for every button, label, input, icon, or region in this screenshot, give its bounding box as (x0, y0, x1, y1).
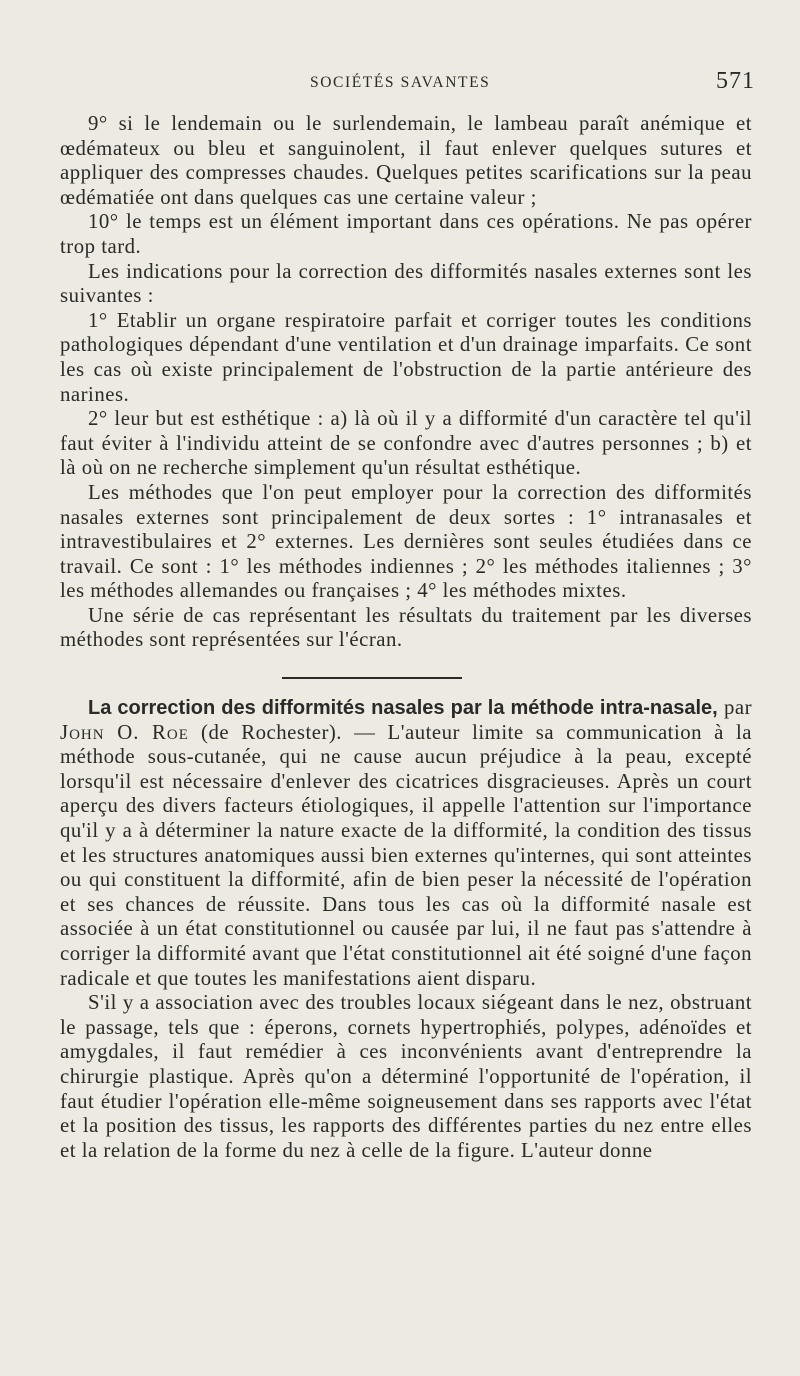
article-paragraph: S'il y a association avec des troubles locaux siégeant dans le nez, obstruant le passage, tels que : éperons, cornets hypertrophiés, polypes, adénoïdes et amygdales, il faut remédier à ces inconvénients avant d'entreprendre la chirurgie plastique. Après qu'on a déterminé l'opportunité de l'opération, il faut étudier l'opération elle-même soigneusement dans ses rapports avec l'état et la position des tissus, les rapports des différentes parties du nez entre elles et la relation de la forme du nez à celle de la figure. L'auteur donne (60, 991, 752, 1162)
section-divider (282, 677, 462, 679)
article-title: La correction des difformités nasales par la méthode intra-nasale, (88, 697, 718, 720)
article-intro: — L'auteur limite sa communication à la méthode sous-cutanée, qui ne cause aucun préjudice à la peau, excepté lorsqu'il est nécessaire d'enlever des cicatrices disgracieuses. Après un court aperçu des divers facteurs étiologiques, il appelle l'attention sur l'importance qu'il y a à déterminer la nature exacte de la difformité, la condition des tissus et les structures anatomiques aussi bien externes qu'internes, qui sont atteintes ou qui constituent la difformité, afin de bien peser la nécessité de l'opération et ses chances de réussite. Dans tous les cas où la difformité nasale est associée à un état constitutionnel ou causée par lui, il ne faut pas s'attendre à corriger la difformité avant que l'état constitutionnel ait été soigné d'une façon radicale et que toutes les manifestations aient disparu. (60, 720, 753, 990)
body-text (60, 112, 752, 1163)
page-number: 571 (716, 68, 755, 94)
paragraph: Les méthodes que l'on peut employer pour la correction des difformités nasales externes sont principalement de deux sortes : 1° intranasales et intravestibulaires et 2° externes. Les dernières sont seules étudiées dans ce travail. Ce sont : 1° les méthodes indiennes ; 2° les méthodes italiennes ; 3° les méthodes allemandes ou françaises ; 4° les méthodes mixtes. (60, 480, 752, 603)
article-paragraph (60, 696, 752, 991)
paragraph: 9° si le lendemain ou le surlendemain, le lambeau paraît anémique et œdémateux ou bleu et sanguinolent, il faut enlever quelques sutures et appliquer des compresses chaudes. Quelques petites scarifications sur la peau œdématiée ont dans quelques cas une certaine valeur ; (60, 112, 752, 209)
byline-prefix: par (723, 696, 752, 720)
article-affiliation: (de Rochester). (201, 720, 343, 744)
article-author: John O. Roe (60, 720, 189, 744)
running-header (0, 70, 800, 98)
running-title: SOCIÉTÉS SAVANTES (310, 74, 491, 91)
paragraph: 2° leur but est esthétique : a) là où il y a difformité d'un caractère tel qu'il faut éviter à l'individu atteint de se confondre avec d'autres personnes ; b) et là où on ne recherche simplement qu'un résultat esthétique. (60, 407, 752, 480)
paragraph: Les indications pour la correction des difformités nasales externes sont les suivantes : (60, 259, 752, 308)
paragraph: 1° Etablir un organe respiratoire parfait et corriger toutes les conditions pathologiques dépendant d'une ventilation et d'un drainage imparfaits. Ce sont les cas où existe principalement de l'obstruction de la partie antérieure des narines. (60, 308, 752, 406)
paragraph: Une série de cas représentant les résultats du traitement par les diverses méthodes sont représentées sur l'écran. (60, 603, 752, 652)
paragraph: 10° le temps est un élément important dans ces opérations. Ne pas opérer trop tard. (60, 210, 752, 258)
